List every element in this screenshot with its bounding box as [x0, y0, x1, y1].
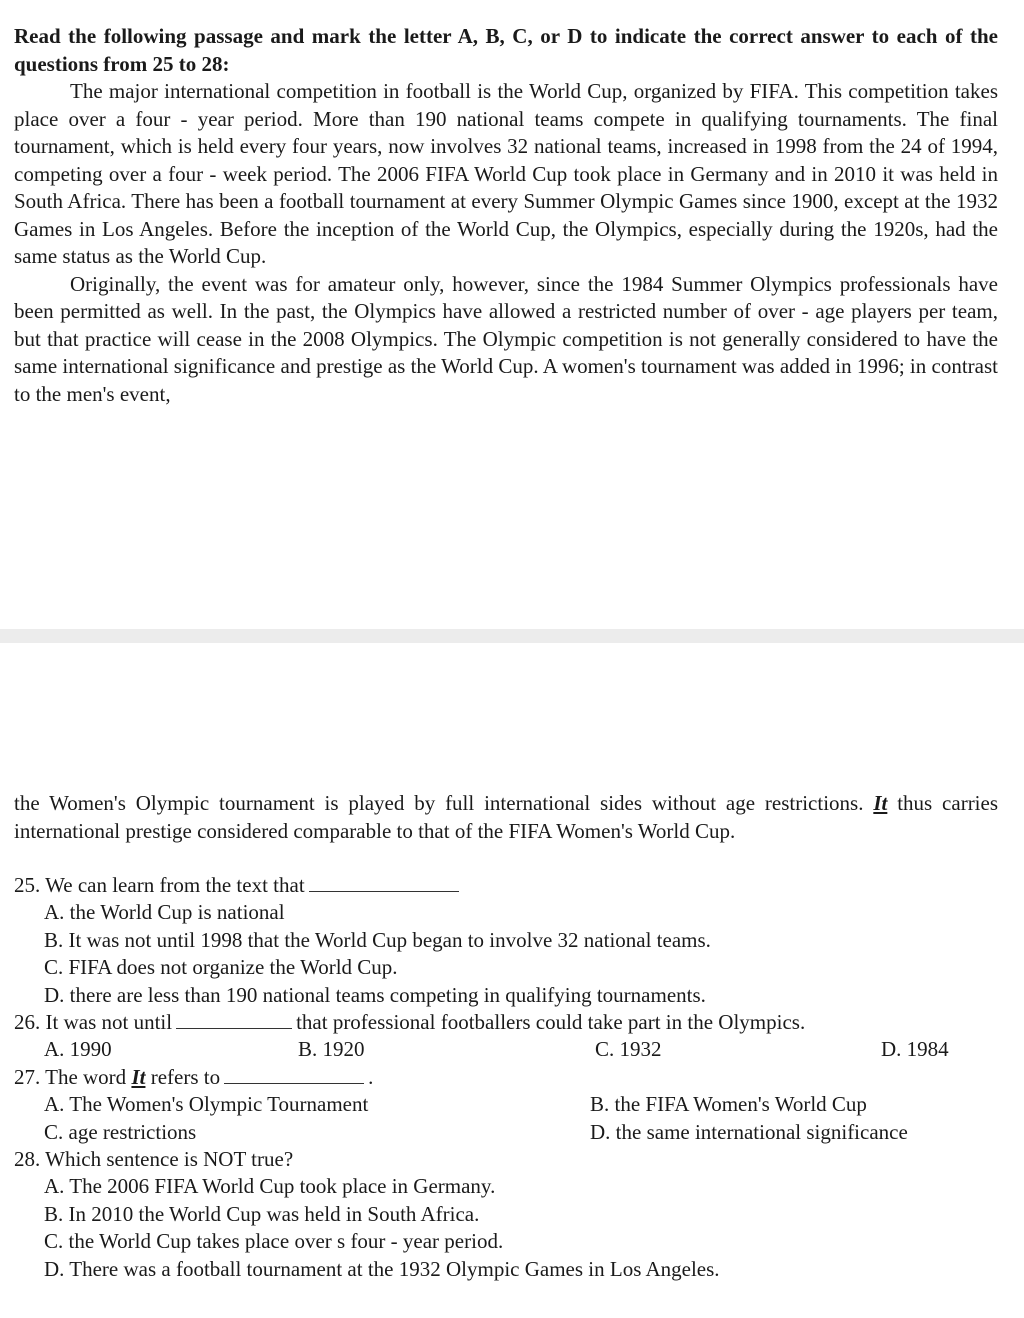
question-25-option-c: C. FIFA does not organize the World Cup. [44, 955, 398, 980]
answer-blank [309, 873, 459, 892]
question-27-option-c: C. age restrictions [44, 1119, 197, 1144]
question-26-option-c: C. 1932 [595, 1037, 662, 1062]
question-28 [14, 1146, 998, 1283]
question-27-option-b: B. the FIFA Women's World Cup [590, 1092, 867, 1117]
question-28-option-b: B. In 2010 the World Cup was held in South Africa. [44, 1201, 480, 1226]
question-27-options-row-2 [14, 1119, 998, 1146]
continuation-text-after: thus carries international prestige considered comparable to that of the FIFA Women's World Cup. [14, 791, 999, 843]
passage-continuation [14, 790, 998, 845]
answer-blank [224, 1065, 364, 1084]
passage-paragraph-1: The major international competition in football is the World Cup, organized by FIFA. This competition takes place over a four - year period. More than 190 national teams compete in qualifying tournaments. The final tournament, which is held every four years, now involves 32 national teams, increased in 1998 from the 24 of 1994, competing over a four - week period. The 2006 FIFA World Cup took place in Germany and in 2010 it was held in South Africa. There has been a football tournament at every Summer Olympic Games since 1900, except at the 1932 Games in Los Angeles. Before the inception of the World Cup, the Olympics, especially during the 1920s, had the same status as the World Cup. [14, 79, 998, 268]
question-25-stem: 25. We can learn from the text that [14, 872, 998, 899]
question-28-stem: 28. Which sentence is NOT true? [14, 1147, 294, 1172]
question-25-option-b: B. It was not until 1998 that the World Cup began to involve 32 national teams. [44, 927, 711, 952]
page-break-divider [0, 629, 1024, 643]
reference-word-it: It [873, 791, 888, 815]
passage-paragraph-2: Originally, the event was for amateur only, however, since the 1984 Summer Olympics professionals have been permitted as well. In the past, the Olympics have allowed a restricted number of over - age players per team, but that practice will cease in the 2008 Olympics. The Olympic competition is not generally considered to have the same international significance and prestige as the World Cup. A women's tournament was added in 1996; in contrast to the men's event, [14, 271, 998, 406]
instruction-heading: Read the following passage and mark the letter A, B, C, or D to indicate the correct answer to each of the questions from 25 to 28: [14, 24, 998, 76]
passage-section [14, 22, 998, 408]
question-26 [14, 1009, 998, 1064]
question-28-option-a: A. The 2006 FIFA World Cup took place in Germany. [44, 1174, 496, 1199]
question-28-option-c: C. the World Cup takes place over s four - year period. [44, 1229, 504, 1254]
question-27-option-d: D. the same international significance [590, 1119, 908, 1144]
question-25-option-d: D. there are less than 190 national teams competing in qualifying tournaments. [44, 982, 706, 1007]
reading-passage [14, 78, 998, 408]
question-27-stem: 27. The word It refers to . [14, 1064, 374, 1089]
question-26-options [14, 1036, 998, 1063]
questions-section [14, 872, 998, 1283]
question-25-option-a: A. the World Cup is national [44, 900, 285, 925]
passage-paragraph-2-continued [14, 790, 998, 845]
question-27 [14, 1064, 998, 1146]
question-28-option-d: D. There was a football tournament at the 1932 Olympic Games in Los Angeles. [44, 1256, 720, 1281]
question-25 [14, 872, 998, 1009]
question-26-option-d: D. 1984 [881, 1037, 949, 1062]
question-26-option-a: A. 1990 [44, 1037, 112, 1062]
question-27-option-a: A. The Women's Olympic Tournament [44, 1092, 369, 1117]
answer-blank [176, 1010, 292, 1029]
question-27-options-row-1 [14, 1091, 998, 1118]
question-26-stem: 26. It was not until that professional footballers could take part in the Olympics. [14, 1010, 806, 1035]
question-26-option-b: B. 1920 [298, 1037, 365, 1062]
continuation-text-before: the Women's Olympic tournament is played by full international sides without age restrictions. [14, 791, 864, 815]
